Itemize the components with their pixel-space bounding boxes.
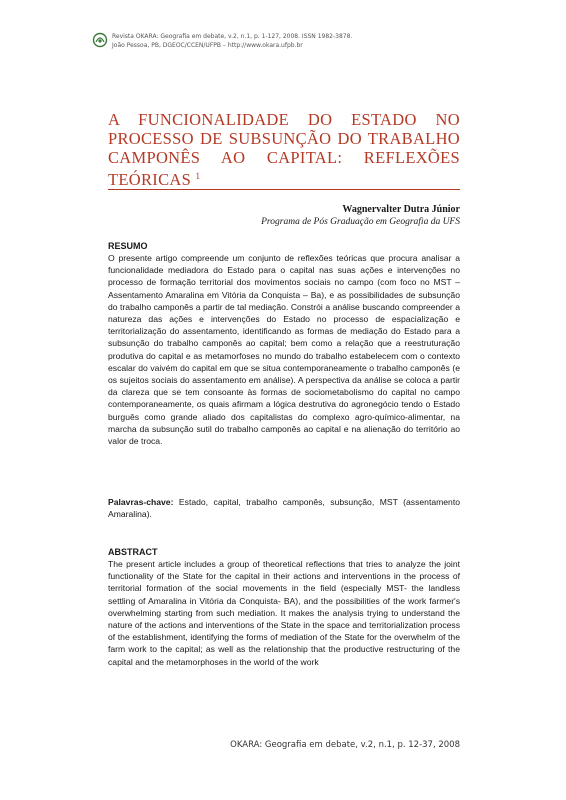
page-footer: OKARA: Geografia em debate, v.2, n.1, p. 12-37, 2008 — [230, 740, 460, 750]
title-last-word: TEÓRICAS — [108, 170, 192, 189]
journal-location: João Pessoa, PB, DGEOC/CCEN/UFPB – http://www.okara.ufpb.br — [112, 42, 303, 49]
title-line-4 — [108, 167, 460, 189]
abstract-section — [108, 546, 460, 668]
keywords-paragraph — [108, 496, 460, 520]
title-line-2: PROCESSO DE SUBSUNÇÃO DO TRABALHO — [108, 129, 460, 148]
resumo-text: O presente artigo compreende um conjunto de reflexões teóricas que procura analisar a funcionalidade mediadora do Estado para o capital nas suas ações e intervenções no processo de formação territorial dos movimentos sociais no campo (com foco no MST – Assentamento Amaralina em Vitória da Conquista – Ba), e as possibilidades de subsunção do trabalho camponês a partir de tal mediação. Constrói a análise buscando compreender a natureza das ações e intervenções do Estado no processo de espacialização e territorialização do assentamento, identificando as formas de mediação do Estado para a subsunção do trabalho camponês ao capital; bem como a relação que a reestruturação produtiva do capital e as metamorfoses no mundo do trabalho estabelecem com o contexto escalar do vaivém do capital em que se situa contemporaneamente o trabalho camponês (e os sujeitos sociais do assentamento em análise). A perspectiva da análise se coloca a partir da clareza que se tem consoante às formas de sociometabolismo do capital no campo contemporaneamente, os quais afirmam a lógica destrutiva do agronegócio tendo o Estado burguês como grande aliado dos capitalistas do complexo agro-químico-alimentar, na marcha da subsunção sutil do trabalho camponês ao capital e na alienação do território ao valor de troca. — [108, 253, 460, 447]
resumo-heading: RESUMO — [108, 241, 148, 251]
abstract-text: The present article includes a group of theoretical reflections that tries to analyze the joint functionality of the State for the capital in their actions and interventions in the process of territorial formation of the social movements in the field (especially MST- the landless settling of Amaralina in Vitória da Conquista- BA), and the possibilities of the work farmer's overwhelming starting from such mediation. It makes the analysis trying to understand the nature of the actions and interventions of the State in the space and territorialization process of the establishment, identifying the forms of mediation of the State for the overwhelm of the farm work to the capital; as well as the relationship that the productive restructuring of the capital and the metamorphoses in the world of the work — [108, 559, 460, 667]
author-affiliation: Programa de Pós Graduação em Geografia da UFS — [261, 217, 460, 227]
abstract-heading: ABSTRACT — [108, 547, 158, 557]
okara-logo-icon — [92, 32, 108, 48]
journal-citation: Revista OKARA: Geografia em debate, v.2, n.1, p. 1-127, 2008. ISSN 1982-3878. — [112, 33, 353, 40]
title-line-1: A FUNCIONALIDADE DO ESTADO NO — [108, 110, 460, 129]
keywords-text: Estado, capital, trabalho camponês, subsunção, MST (assentamento Amaralina). — [108, 497, 460, 520]
title-divider — [108, 189, 460, 190]
resumo-section — [108, 240, 460, 447]
keywords-section — [108, 496, 460, 520]
author-block — [261, 203, 460, 228]
author-name: Wagnervalter Dutra Júnior — [342, 204, 460, 215]
article-title — [108, 110, 460, 189]
title-line-3: CAMPONÊS AO CAPITAL: REFLEXÕES — [108, 148, 460, 167]
keywords-label: Palavras-chave: — [108, 497, 174, 507]
footnote-marker[interactable]: 1 — [195, 171, 201, 181]
